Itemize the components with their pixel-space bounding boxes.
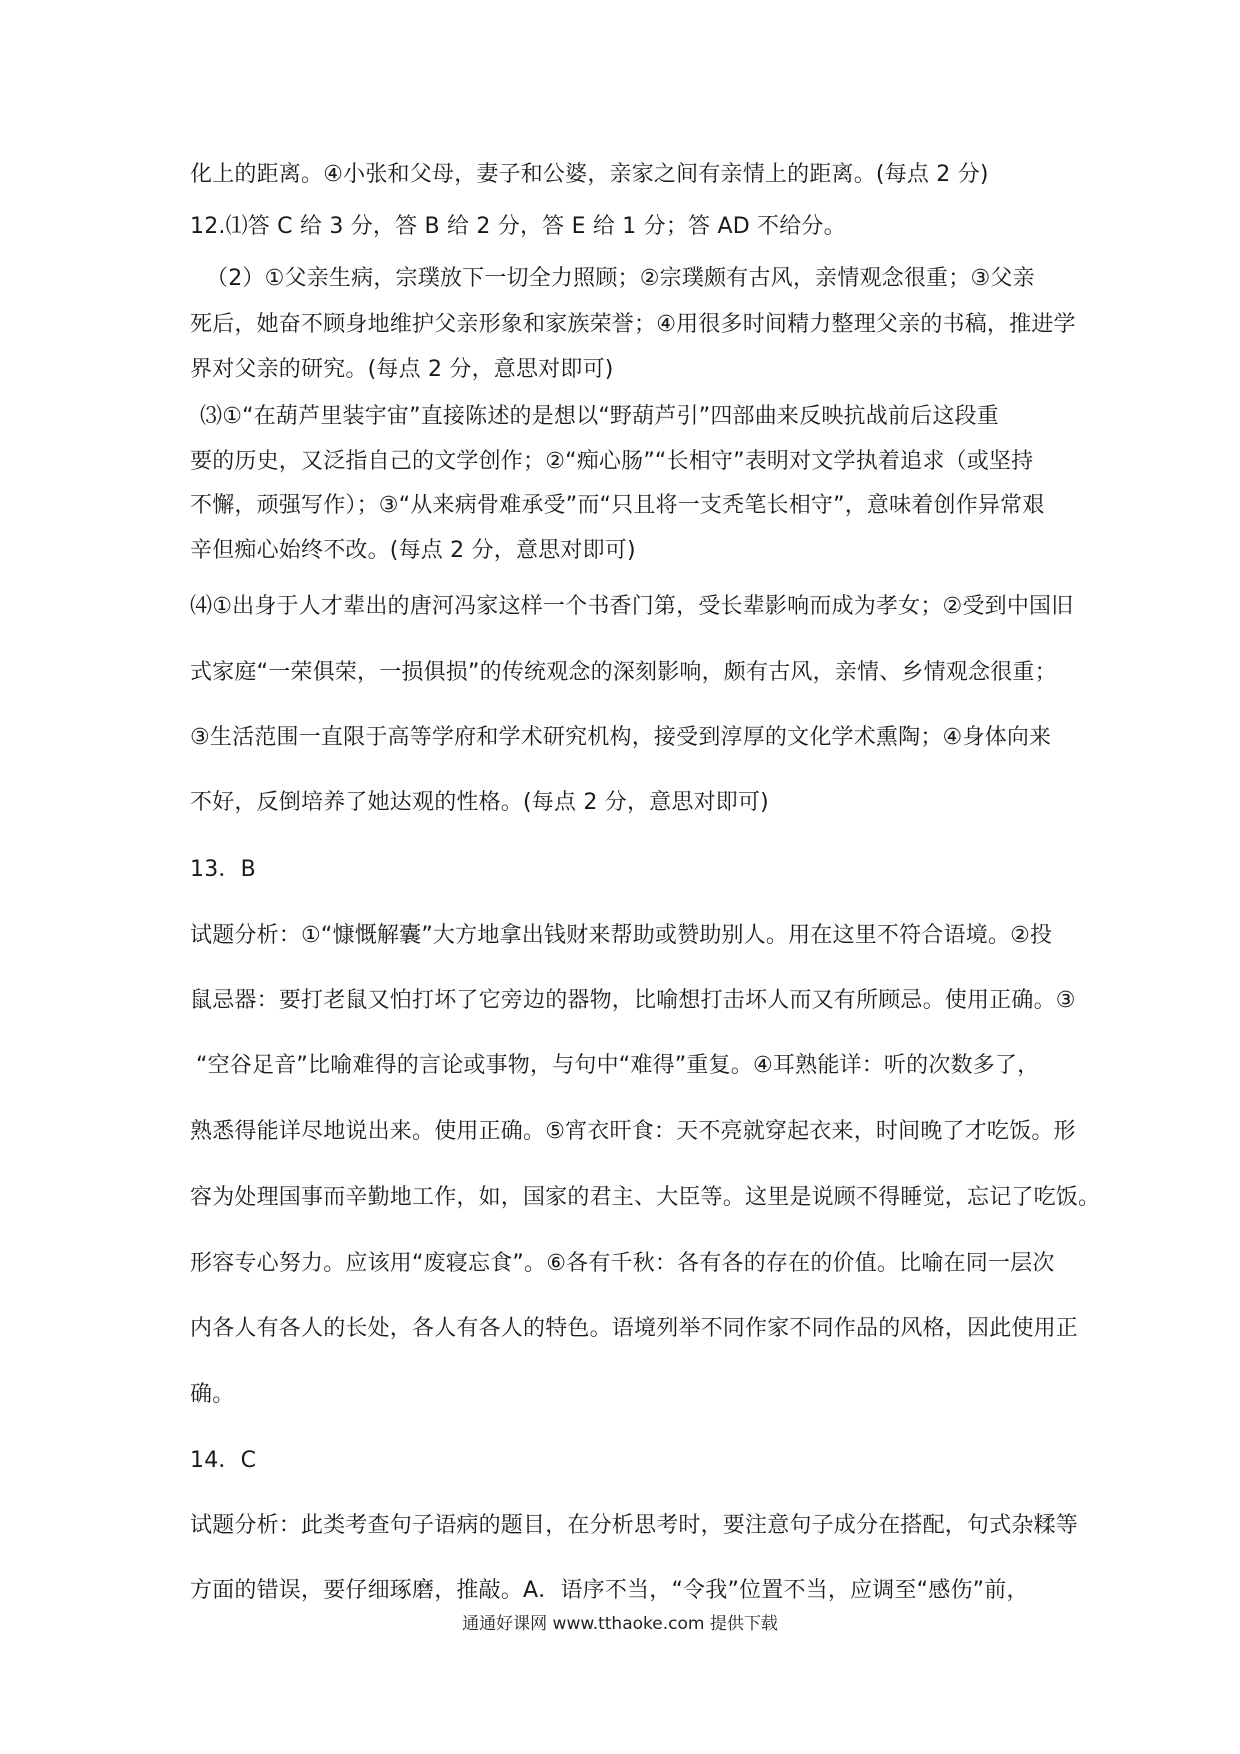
page-footer: 通通好课网 www.tthaoke.com 提供下载 [462, 1614, 778, 1634]
text-line: ⑷①出身于人才辈出的唐河冯家这样一个书香门第，受长辈影响而成为孝女；②受到中国旧 [190, 594, 1074, 619]
text-line: 熟悉得能详尽地说出来。使用正确。⑤宵衣旰食：天不亮就穿起衣来，时间晚了才吃饭。形 [190, 1119, 1076, 1144]
text-line: 形容专心努力。应该用“废寝忘食”。⑥各有千秋：各有各的存在的价值。比喻在同一层次 [190, 1251, 1055, 1276]
text-line: 要的历史，又泛指自己的文学创作；②“痴心肠”“长相守”表明对文学执着追求（或坚持 [190, 449, 1034, 474]
text-line: 死后，她奋不顾身地维护父亲形象和家族荣誉；④用很多时间精力整理父亲的书稿，推进学 [190, 312, 1076, 337]
text-line: 界对父亲的研究。(每点 2 分，意思对即可) [190, 357, 614, 382]
text-line: ⑶①“在葫芦里装宇宙”直接陈述的是想以“野葫芦引”四部曲来反映抗战前后这段重 [200, 404, 999, 429]
text-line: 内各人有各人的长处，各人有各人的特色。语境列举不同作家不同作品的风格，因此使用正 [190, 1316, 1079, 1341]
text-line: ③生活范围一直限于高等学府和学术研究机构，接受到淳厚的文化学术熏陶；④身体向来 [190, 725, 1052, 750]
question-number: 13．B [190, 857, 256, 882]
text-line: 方面的错误，要仔细琢磨，推敲。A．语序不当，“令我”位置不当，应调至“感伤”前， [190, 1578, 1029, 1603]
text-line: “空谷足音”比喻难得的言论或事物，与句中“难得”重复。④耳熟能详：听的次数多了， [196, 1053, 1040, 1078]
text-line: 12.⑴答 C 给 3 分，答 B 给 2 分，答 E 给 1 分；答 AD 不给分。 [190, 214, 846, 239]
text-line: 化上的距离。④小张和父母，妻子和公婆，亲家之间有亲情上的距离。(每点 2 分) [190, 162, 989, 187]
text-line: 容为处理国事而辛勤地工作，如，国家的君主、大臣等。这里是说顾不得睡觉，忘记了吃饭。 [190, 1185, 1101, 1210]
text-line: 试题分析：①“慷慨解囊”大方地拿出钱财来帮助或赞助别人。用在这里不符合语境。②投 [190, 923, 1053, 948]
text-line: （2）①父亲生病，宗璞放下一切全力照顾；②宗璞颇有古风，亲情观念很重；③父亲 [206, 266, 1035, 291]
text-line: 不好，反倒培养了她达观的性格。(每点 2 分，意思对即可) [190, 790, 769, 815]
text-line: 试题分析：此类考查句子语病的题目，在分析思考时，要注意句子成分在搭配，句式杂糅等 [190, 1513, 1079, 1538]
text-line: 不懈，顽强写作）；③“从来病骨难承受”而“只且将一支秃笔长相守”，意味着创作异常艰 [190, 493, 1045, 518]
text-line: 鼠忌器：要打老鼠又怕打坏了它旁边的器物，比喻想打击坏人而又有所顾忌。使用正确。③ [190, 988, 1076, 1013]
text-line: 辛但痴心始终不改。(每点 2 分，意思对即可) [190, 538, 636, 563]
text-line: 确。 [190, 1382, 235, 1407]
question-number: 14．C [190, 1448, 257, 1473]
text-line: 式家庭“一荣俱荣，一损俱损”的传统观念的深刻影响，颇有古风，亲情、乡情观念很重； [190, 660, 1057, 685]
